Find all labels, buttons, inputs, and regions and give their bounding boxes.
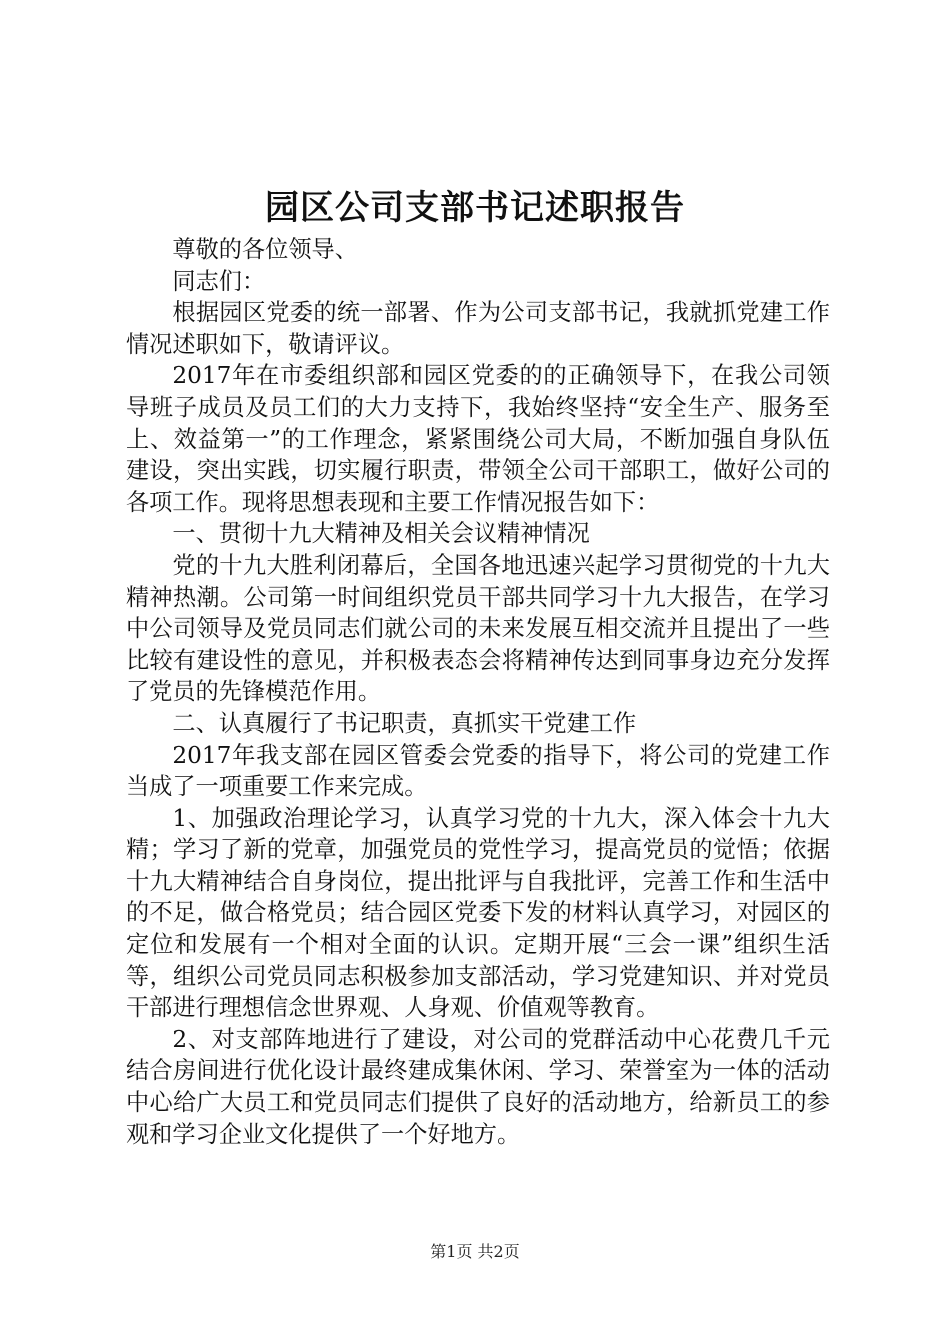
- item-2-paragraph: 2、对支部阵地进行了建设，对公司的党群活动中心花费几千元结合房间进行优化设计最终建成集休闲、学习、荣誉室为一体的活动中心给广大员工和党员同志们提供了良好的活动地方，给新员工的参观和学习企业文化提供了一个好地方。: [126, 1025, 830, 1148]
- item-1-paragraph: 1、加强政治理论学习，认真学习党的十九大，深入体会十九大精；学习了新的党章，加强党员的党性学习，提高党员的觉悟；依据十九大精神结合自身岗位，提出批评与自我批评，完善工作和生活中的不足，做合格党员；结合园区党委下发的材料认真学习，对园区的定位和发展有一个相对全面的认识。定期开展“三会一课”组织生活等，组织公司党员同志积极参加支部活动，学习党建知识、并对党员干部进行理想信念世界观、人身观、价值观等教育。: [126, 804, 830, 1022]
- overview-paragraph: 2017年在市委组织部和园区党委的的正确领导下，在我公司领导班子成员及员工们的大力支持下，我始终坚持“安全生产、服务至上、效益第一”的工作理念，紧紧围绕公司大局，不断加强自身队伍建设，突出实践，切实履行职责，带领全公司干部职工，做好公司的各项工作。现将思想表现和主要工作情况报告如下：: [126, 362, 830, 516]
- page-footer: 第1页 共2页: [430, 1242, 520, 1261]
- salutation-line-2: 同志们：: [172, 267, 266, 295]
- section-heading-1: 一、贯彻十九大精神及相关会议精神情况: [172, 520, 590, 548]
- intro-paragraph: 根据园区党委的统一部署、作为公司支部书记，我就抓党建工作情况述职如下，敬请评议。: [126, 299, 830, 358]
- document-body: [126, 234, 830, 1150]
- section-heading-2: 二、认真履行了书记职责，真抓实干党建工作: [172, 709, 637, 737]
- salutation-line-1: 尊敬的各位领导、: [172, 236, 358, 263]
- section-2-paragraph: 2017年我支部在园区管委会党委的指导下，将公司的党建工作当成了一项重要工作来完成。: [126, 741, 830, 801]
- section-1-paragraph: 党的十九大胜利闭幕后，全国各地迅速兴起学习贯彻党的十九大精神热潮。公司第一时间组织党员干部共同学习十九大报告，在学习中公司领导及党员同志们就公司的未来发展互相交流并且提出了一些比较有建设性的意见，并积极表态会将精神传达到同事身边充分发挥了党员的先锋模范作用。: [126, 551, 830, 706]
- document-title: 园区公司支部书记述职报告: [265, 188, 685, 228]
